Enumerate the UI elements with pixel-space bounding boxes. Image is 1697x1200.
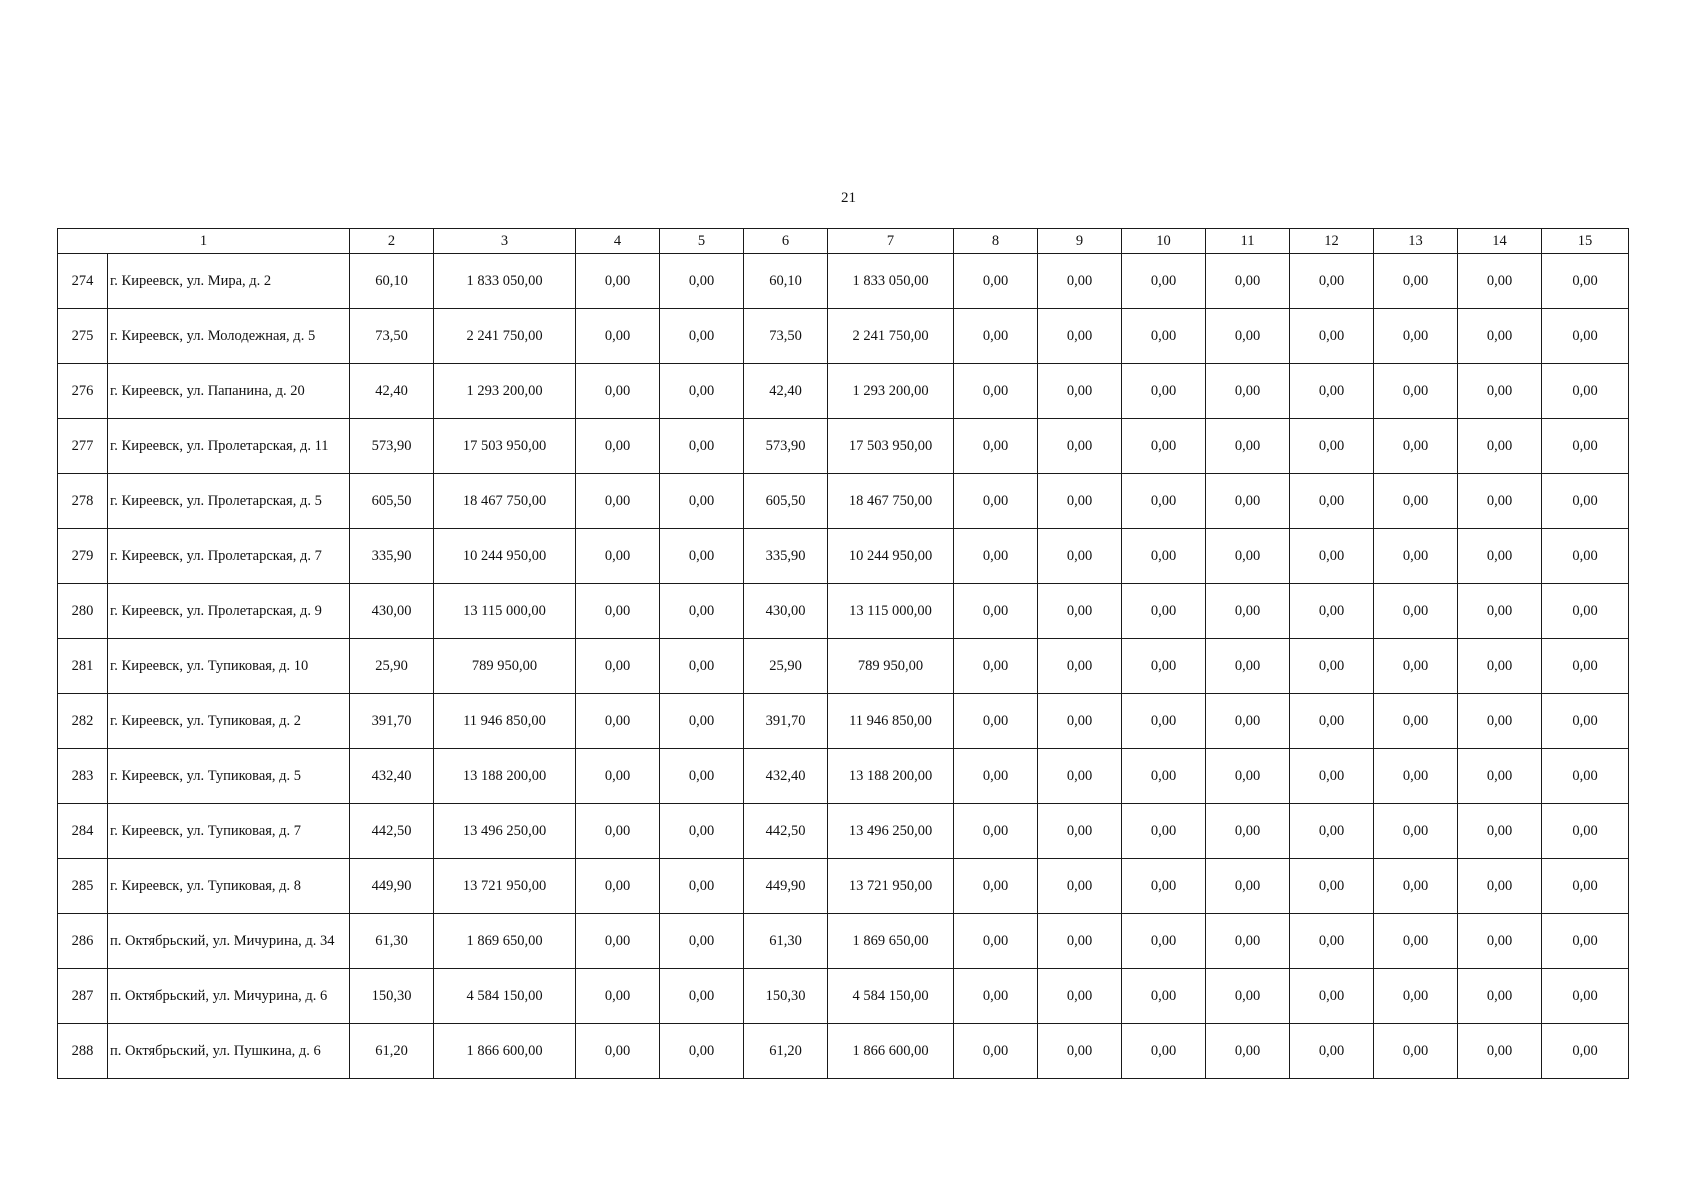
value-cell-col-8: 0,00 [954,584,1038,639]
row-number-cell: 284 [58,804,108,859]
value-cell-col-2: 573,90 [350,419,434,474]
value-cell-col-15: 0,00 [1542,474,1629,529]
value-cell-col-12: 0,00 [1290,584,1374,639]
value-cell-col-6: 573,90 [744,419,828,474]
value-cell-col-10: 0,00 [1122,1024,1206,1079]
page-number: 21 [841,190,856,206]
row-number-cell: 278 [58,474,108,529]
value-cell-col-14: 0,00 [1458,419,1542,474]
header-cell: 13 [1374,229,1458,254]
value-cell-col-7: 4 584 150,00 [828,969,954,1024]
value-cell-col-9: 0,00 [1038,969,1122,1024]
value-cell-col-12: 0,00 [1290,529,1374,584]
value-cell-col-11: 0,00 [1206,254,1290,309]
value-cell-col-13: 0,00 [1374,364,1458,419]
address-cell: г. Киреевск, ул. Тупиковая, д. 5 [108,749,350,804]
value-cell-col-4: 0,00 [576,584,660,639]
value-cell-col-12: 0,00 [1290,474,1374,529]
table-row [58,254,1629,309]
value-cell-col-14: 0,00 [1458,694,1542,749]
value-cell-col-10: 0,00 [1122,694,1206,749]
value-cell-col-3: 1 869 650,00 [434,914,576,969]
address-cell: г. Киреевск, ул. Тупиковая, д. 7 [108,804,350,859]
value-cell-col-4: 0,00 [576,529,660,584]
table-row [58,474,1629,529]
value-cell-col-11: 0,00 [1206,694,1290,749]
value-cell-col-14: 0,00 [1458,859,1542,914]
value-cell-col-11: 0,00 [1206,914,1290,969]
value-cell-col-8: 0,00 [954,639,1038,694]
value-cell-col-11: 0,00 [1206,639,1290,694]
value-cell-col-11: 0,00 [1206,969,1290,1024]
value-cell-col-7: 1 833 050,00 [828,254,954,309]
value-cell-col-6: 61,30 [744,914,828,969]
value-cell-col-5: 0,00 [660,1024,744,1079]
value-cell-col-15: 0,00 [1542,1024,1629,1079]
value-cell-col-12: 0,00 [1290,1024,1374,1079]
value-cell-col-7: 1 869 650,00 [828,914,954,969]
value-cell-col-3: 2 241 750,00 [434,309,576,364]
value-cell-col-2: 449,90 [350,859,434,914]
value-cell-col-9: 0,00 [1038,859,1122,914]
value-cell-col-7: 13 721 950,00 [828,859,954,914]
value-cell-col-13: 0,00 [1374,804,1458,859]
value-cell-col-2: 335,90 [350,529,434,584]
value-cell-col-8: 0,00 [954,969,1038,1024]
value-cell-col-3: 1 293 200,00 [434,364,576,419]
value-cell-col-9: 0,00 [1038,639,1122,694]
value-cell-col-9: 0,00 [1038,474,1122,529]
header-cell: 14 [1458,229,1542,254]
value-cell-col-8: 0,00 [954,914,1038,969]
value-cell-col-15: 0,00 [1542,254,1629,309]
value-cell-col-11: 0,00 [1206,474,1290,529]
row-number-cell: 285 [58,859,108,914]
value-cell-col-12: 0,00 [1290,914,1374,969]
value-cell-col-6: 73,50 [744,309,828,364]
value-cell-col-13: 0,00 [1374,419,1458,474]
value-cell-col-8: 0,00 [954,859,1038,914]
table-row [58,969,1629,1024]
value-cell-col-13: 0,00 [1374,969,1458,1024]
value-cell-col-15: 0,00 [1542,694,1629,749]
value-cell-col-8: 0,00 [954,1024,1038,1079]
value-cell-col-12: 0,00 [1290,364,1374,419]
value-cell-col-5: 0,00 [660,639,744,694]
value-cell-col-10: 0,00 [1122,749,1206,804]
value-cell-col-6: 605,50 [744,474,828,529]
value-cell-col-9: 0,00 [1038,694,1122,749]
value-cell-col-13: 0,00 [1374,694,1458,749]
value-cell-col-7: 789 950,00 [828,639,954,694]
value-cell-col-4: 0,00 [576,639,660,694]
value-cell-col-9: 0,00 [1038,804,1122,859]
value-cell-col-2: 42,40 [350,364,434,419]
value-cell-col-3: 1 866 600,00 [434,1024,576,1079]
table-row [58,419,1629,474]
value-cell-col-14: 0,00 [1458,969,1542,1024]
value-cell-col-9: 0,00 [1038,584,1122,639]
table-row [58,364,1629,419]
value-cell-col-9: 0,00 [1038,419,1122,474]
value-cell-col-15: 0,00 [1542,749,1629,804]
value-cell-col-10: 0,00 [1122,529,1206,584]
value-cell-col-8: 0,00 [954,694,1038,749]
value-cell-col-15: 0,00 [1542,309,1629,364]
value-cell-col-12: 0,00 [1290,859,1374,914]
table-row [58,584,1629,639]
value-cell-col-15: 0,00 [1542,419,1629,474]
header-cell: 2 [350,229,434,254]
header-row [58,229,1629,254]
value-cell-col-10: 0,00 [1122,584,1206,639]
value-cell-col-9: 0,00 [1038,1024,1122,1079]
address-cell: г. Киреевск, ул. Молодежная, д. 5 [108,309,350,364]
value-cell-col-7: 2 241 750,00 [828,309,954,364]
value-cell-col-5: 0,00 [660,474,744,529]
value-cell-col-3: 13 496 250,00 [434,804,576,859]
value-cell-col-4: 0,00 [576,859,660,914]
value-cell-col-13: 0,00 [1374,859,1458,914]
header-cell: 8 [954,229,1038,254]
table-body [58,254,1629,1079]
address-cell: г. Киреевск, ул. Папанина, д. 20 [108,364,350,419]
value-cell-col-6: 391,70 [744,694,828,749]
header-cell: 10 [1122,229,1206,254]
value-cell-col-10: 0,00 [1122,804,1206,859]
table-row [58,529,1629,584]
value-cell-col-12: 0,00 [1290,694,1374,749]
value-cell-col-15: 0,00 [1542,529,1629,584]
value-cell-col-6: 150,30 [744,969,828,1024]
row-number-cell: 288 [58,1024,108,1079]
address-cell: п. Октябрьский, ул. Мичурина, д. 6 [108,969,350,1024]
value-cell-col-4: 0,00 [576,969,660,1024]
value-cell-col-8: 0,00 [954,419,1038,474]
value-cell-col-14: 0,00 [1458,804,1542,859]
value-cell-col-11: 0,00 [1206,529,1290,584]
row-number-cell: 286 [58,914,108,969]
value-cell-col-10: 0,00 [1122,914,1206,969]
value-cell-col-8: 0,00 [954,804,1038,859]
table-row [58,914,1629,969]
value-cell-col-3: 4 584 150,00 [434,969,576,1024]
row-number-cell: 283 [58,749,108,804]
address-cell: г. Киреевск, ул. Пролетарская, д. 11 [108,419,350,474]
value-cell-col-11: 0,00 [1206,584,1290,639]
address-cell: г. Киреевск, ул. Пролетарская, д. 7 [108,529,350,584]
value-cell-col-15: 0,00 [1542,859,1629,914]
value-cell-col-7: 17 503 950,00 [828,419,954,474]
value-cell-col-13: 0,00 [1374,749,1458,804]
row-number-cell: 275 [58,309,108,364]
row-number-cell: 279 [58,529,108,584]
value-cell-col-13: 0,00 [1374,474,1458,529]
row-number-cell: 274 [58,254,108,309]
value-cell-col-3: 13 188 200,00 [434,749,576,804]
value-cell-col-12: 0,00 [1290,309,1374,364]
value-cell-col-3: 1 833 050,00 [434,254,576,309]
address-cell: п. Октябрьский, ул. Мичурина, д. 34 [108,914,350,969]
value-cell-col-8: 0,00 [954,254,1038,309]
value-cell-col-7: 13 115 000,00 [828,584,954,639]
header-cell: 12 [1290,229,1374,254]
value-cell-col-15: 0,00 [1542,804,1629,859]
value-cell-col-13: 0,00 [1374,584,1458,639]
table-row [58,639,1629,694]
address-cell: г. Киреевск, ул. Тупиковая, д. 10 [108,639,350,694]
value-cell-col-2: 430,00 [350,584,434,639]
value-cell-col-12: 0,00 [1290,804,1374,859]
value-cell-col-11: 0,00 [1206,419,1290,474]
value-cell-col-10: 0,00 [1122,639,1206,694]
value-cell-col-6: 449,90 [744,859,828,914]
header-cell: 15 [1542,229,1629,254]
value-cell-col-9: 0,00 [1038,309,1122,364]
value-cell-col-12: 0,00 [1290,254,1374,309]
value-cell-col-15: 0,00 [1542,914,1629,969]
value-cell-col-15: 0,00 [1542,639,1629,694]
value-cell-col-6: 442,50 [744,804,828,859]
value-cell-col-4: 0,00 [576,694,660,749]
value-cell-col-5: 0,00 [660,584,744,639]
value-cell-col-14: 0,00 [1458,364,1542,419]
value-cell-col-11: 0,00 [1206,859,1290,914]
value-cell-col-14: 0,00 [1458,639,1542,694]
address-cell: г. Киреевск, ул. Мира, д. 2 [108,254,350,309]
table-row [58,1024,1629,1079]
row-number-cell: 282 [58,694,108,749]
value-cell-col-3: 18 467 750,00 [434,474,576,529]
value-cell-col-5: 0,00 [660,969,744,1024]
value-cell-col-10: 0,00 [1122,419,1206,474]
value-cell-col-13: 0,00 [1374,309,1458,364]
value-cell-col-6: 335,90 [744,529,828,584]
value-cell-col-9: 0,00 [1038,254,1122,309]
value-cell-col-14: 0,00 [1458,309,1542,364]
value-cell-col-10: 0,00 [1122,859,1206,914]
value-cell-col-4: 0,00 [576,1024,660,1079]
value-cell-col-15: 0,00 [1542,969,1629,1024]
table-row [58,804,1629,859]
header-cell: 11 [1206,229,1290,254]
value-cell-col-14: 0,00 [1458,254,1542,309]
table-row [58,694,1629,749]
value-cell-col-2: 150,30 [350,969,434,1024]
value-cell-col-14: 0,00 [1458,474,1542,529]
value-cell-col-5: 0,00 [660,804,744,859]
value-cell-col-2: 432,40 [350,749,434,804]
value-cell-col-7: 10 244 950,00 [828,529,954,584]
value-cell-col-11: 0,00 [1206,1024,1290,1079]
header-cell: 6 [744,229,828,254]
address-cell: п. Октябрьский, ул. Пушкина, д. 6 [108,1024,350,1079]
value-cell-col-7: 13 496 250,00 [828,804,954,859]
row-number-cell: 276 [58,364,108,419]
value-cell-col-11: 0,00 [1206,364,1290,419]
header-cell: 3 [434,229,576,254]
value-cell-col-6: 432,40 [744,749,828,804]
value-cell-col-14: 0,00 [1458,584,1542,639]
value-cell-col-9: 0,00 [1038,529,1122,584]
value-cell-col-4: 0,00 [576,804,660,859]
value-cell-col-11: 0,00 [1206,309,1290,364]
header-cell: 9 [1038,229,1122,254]
value-cell-col-10: 0,00 [1122,969,1206,1024]
value-cell-col-3: 17 503 950,00 [434,419,576,474]
value-cell-col-13: 0,00 [1374,639,1458,694]
address-cell: г. Киреевск, ул. Тупиковая, д. 8 [108,859,350,914]
row-number-cell: 281 [58,639,108,694]
row-number-cell: 287 [58,969,108,1024]
header-cell: 5 [660,229,744,254]
value-cell-col-10: 0,00 [1122,309,1206,364]
value-cell-col-14: 0,00 [1458,529,1542,584]
value-cell-col-14: 0,00 [1458,914,1542,969]
value-cell-col-4: 0,00 [576,254,660,309]
value-cell-col-5: 0,00 [660,859,744,914]
value-cell-col-6: 42,40 [744,364,828,419]
value-cell-col-14: 0,00 [1458,1024,1542,1079]
address-cell: г. Киреевск, ул. Пролетарская, д. 9 [108,584,350,639]
table-row [58,309,1629,364]
value-cell-col-7: 18 467 750,00 [828,474,954,529]
value-cell-col-2: 60,10 [350,254,434,309]
row-number-cell: 277 [58,419,108,474]
value-cell-col-4: 0,00 [576,309,660,364]
value-cell-col-5: 0,00 [660,694,744,749]
value-cell-col-6: 60,10 [744,254,828,309]
value-cell-col-3: 13 721 950,00 [434,859,576,914]
header-cell: 1 [58,229,350,254]
value-cell-col-8: 0,00 [954,364,1038,419]
value-cell-col-13: 0,00 [1374,1024,1458,1079]
value-cell-col-7: 1 293 200,00 [828,364,954,419]
value-cell-col-7: 11 946 850,00 [828,694,954,749]
value-cell-col-12: 0,00 [1290,639,1374,694]
value-cell-col-4: 0,00 [576,419,660,474]
row-number-cell: 280 [58,584,108,639]
value-cell-col-8: 0,00 [954,529,1038,584]
header-cell: 4 [576,229,660,254]
value-cell-col-8: 0,00 [954,749,1038,804]
data-table [57,228,1629,1079]
value-cell-col-12: 0,00 [1290,969,1374,1024]
value-cell-col-13: 0,00 [1374,254,1458,309]
value-cell-col-7: 13 188 200,00 [828,749,954,804]
value-cell-col-5: 0,00 [660,254,744,309]
value-cell-col-3: 789 950,00 [434,639,576,694]
table-row [58,749,1629,804]
value-cell-col-11: 0,00 [1206,749,1290,804]
value-cell-col-2: 442,50 [350,804,434,859]
value-cell-col-10: 0,00 [1122,364,1206,419]
value-cell-col-15: 0,00 [1542,584,1629,639]
value-cell-col-6: 25,90 [744,639,828,694]
value-cell-col-3: 13 115 000,00 [434,584,576,639]
value-cell-col-4: 0,00 [576,749,660,804]
value-cell-col-2: 25,90 [350,639,434,694]
value-cell-col-15: 0,00 [1542,364,1629,419]
value-cell-col-9: 0,00 [1038,914,1122,969]
value-cell-col-2: 61,30 [350,914,434,969]
value-cell-col-12: 0,00 [1290,749,1374,804]
table-row [58,859,1629,914]
value-cell-col-5: 0,00 [660,914,744,969]
value-cell-col-6: 430,00 [744,584,828,639]
value-cell-col-5: 0,00 [660,749,744,804]
value-cell-col-13: 0,00 [1374,529,1458,584]
value-cell-col-12: 0,00 [1290,419,1374,474]
value-cell-col-8: 0,00 [954,309,1038,364]
header-cell: 7 [828,229,954,254]
value-cell-col-5: 0,00 [660,419,744,474]
address-cell: г. Киреевск, ул. Пролетарская, д. 5 [108,474,350,529]
value-cell-col-10: 0,00 [1122,254,1206,309]
value-cell-col-2: 73,50 [350,309,434,364]
value-cell-col-6: 61,20 [744,1024,828,1079]
value-cell-col-5: 0,00 [660,364,744,419]
value-cell-col-9: 0,00 [1038,364,1122,419]
value-cell-col-10: 0,00 [1122,474,1206,529]
value-cell-col-3: 10 244 950,00 [434,529,576,584]
value-cell-col-11: 0,00 [1206,804,1290,859]
value-cell-col-4: 0,00 [576,364,660,419]
value-cell-col-2: 61,20 [350,1024,434,1079]
value-cell-col-5: 0,00 [660,309,744,364]
value-cell-col-5: 0,00 [660,529,744,584]
value-cell-col-2: 605,50 [350,474,434,529]
value-cell-col-8: 0,00 [954,474,1038,529]
value-cell-col-4: 0,00 [576,914,660,969]
value-cell-col-13: 0,00 [1374,914,1458,969]
value-cell-col-4: 0,00 [576,474,660,529]
value-cell-col-9: 0,00 [1038,749,1122,804]
value-cell-col-7: 1 866 600,00 [828,1024,954,1079]
address-cell: г. Киреевск, ул. Тупиковая, д. 2 [108,694,350,749]
value-cell-col-14: 0,00 [1458,749,1542,804]
value-cell-col-3: 11 946 850,00 [434,694,576,749]
value-cell-col-2: 391,70 [350,694,434,749]
